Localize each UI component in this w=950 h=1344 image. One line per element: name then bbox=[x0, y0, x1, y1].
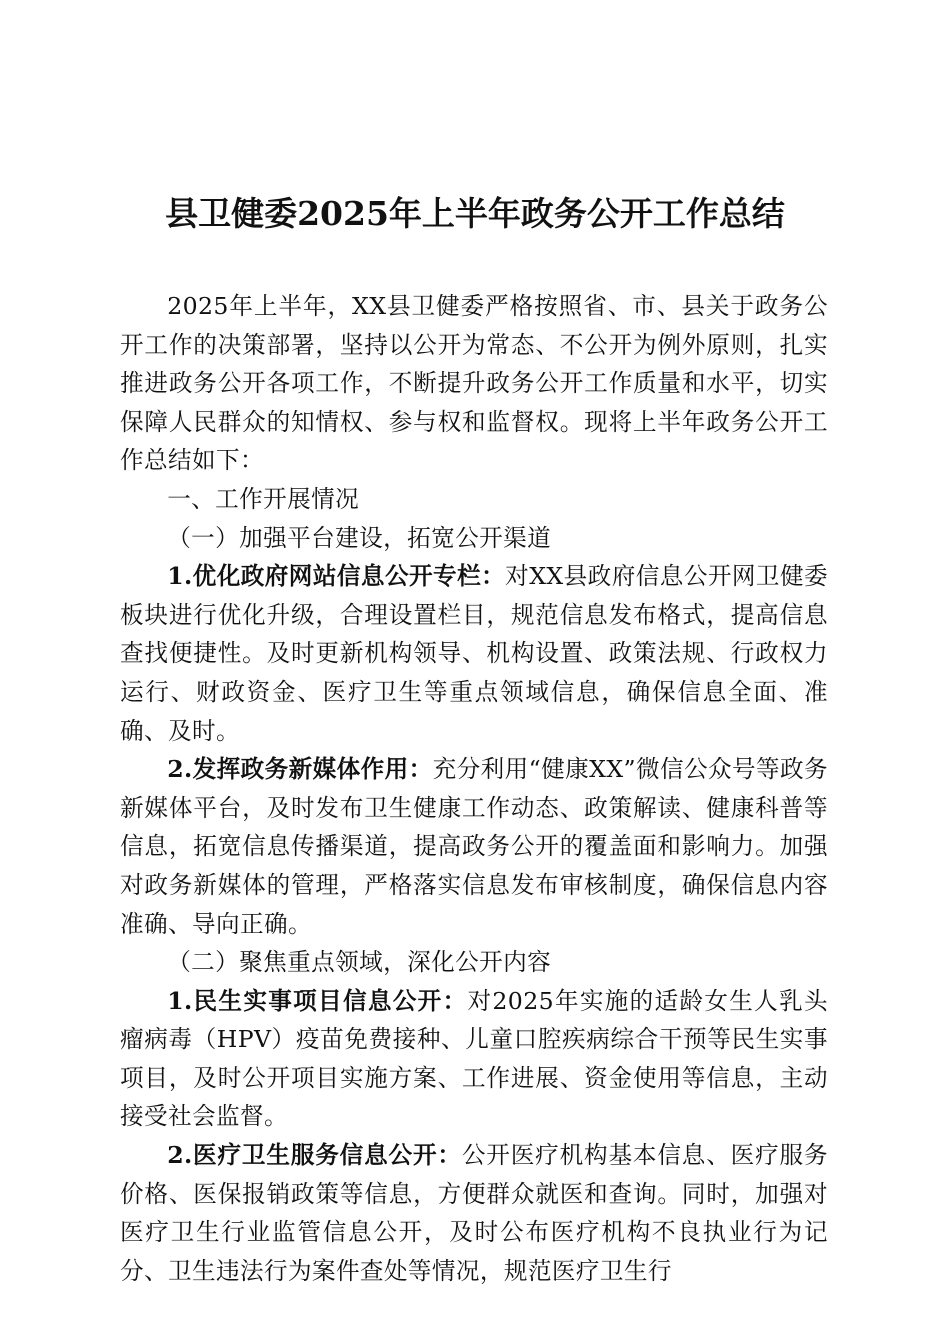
intro-paragraph: 2025年上半年，XX县卫健委严格按照省、市、县关于政务公开工作的决策部署，坚持以公开为常态、不公开为例外原则，扎实推进政务公开各项工作，不断提升政务公开工作质量和水平，切实保障人民群众的知情权、参与权和监督权。现将上半年政务公开工作总结如下： bbox=[120, 292, 828, 475]
item-lead: 2.医疗卫生服务信息公开： bbox=[167, 1141, 462, 1170]
section-heading-work-progress: 一、工作开展情况 bbox=[167, 484, 360, 513]
item-lead: 1.民生实事项目信息公开： bbox=[167, 986, 468, 1015]
item-lead: 1.优化政府网站信息公开专栏： bbox=[167, 562, 506, 591]
item-livelihood-projects bbox=[120, 982, 828, 1136]
document-title: 县卫健委2025年上半年政务公开工作总结 bbox=[165, 194, 785, 233]
item-new-media bbox=[120, 750, 828, 943]
item-text: 充分利用“健康XX”微信公众号等政务新媒体平台，及时发布卫生健康工作动态、政策解读、健康科普等信息，拓宽信息传播渠道，提高政务公开的覆盖面和影响力。加强对政务新媒体的管理，严格落实信息发布审核制度，确保信息内容准确、导向正确。 bbox=[120, 755, 828, 938]
item-text: 公开医疗机构基本信息、医疗服务价格、医保报销政策等信息，方便群众就医和查询。同时，加强对医疗卫生行业监管信息公开，及时公布医疗机构不良执业行为记分、卫生违法行为案件查处等情况，规范医疗卫生行 bbox=[120, 1141, 828, 1285]
subsection-heading-platform: （一）加强平台建设，拓宽公开渠道 bbox=[167, 523, 552, 552]
item-text: 对2025年实施的适龄女生人乳头瘤病毒（HPV）疫苗免费接种、儿童口腔疾病综合干预等民生实事项目，及时公开项目实施方案、工作进展、资金使用等信息，主动接受社会监督。 bbox=[120, 986, 828, 1131]
item-text: 对XX县政府信息公开网卫健委板块进行优化升级，合理设置栏目，规范信息发布格式，提高信息查找便捷性。及时更新机构领导、机构设置、政策法规、行政权力运行、财政资金、医疗卫生等重点领域信息，确保信息全面、准确、及时。 bbox=[120, 562, 828, 745]
item-website-column bbox=[120, 557, 828, 750]
item-medical-services bbox=[120, 1136, 828, 1290]
item-lead: 2.发挥政务新媒体作用： bbox=[167, 755, 433, 784]
subsection-heading-key-areas: （二）聚焦重点领域，深化公开内容 bbox=[167, 948, 552, 977]
document-body bbox=[120, 287, 828, 1290]
